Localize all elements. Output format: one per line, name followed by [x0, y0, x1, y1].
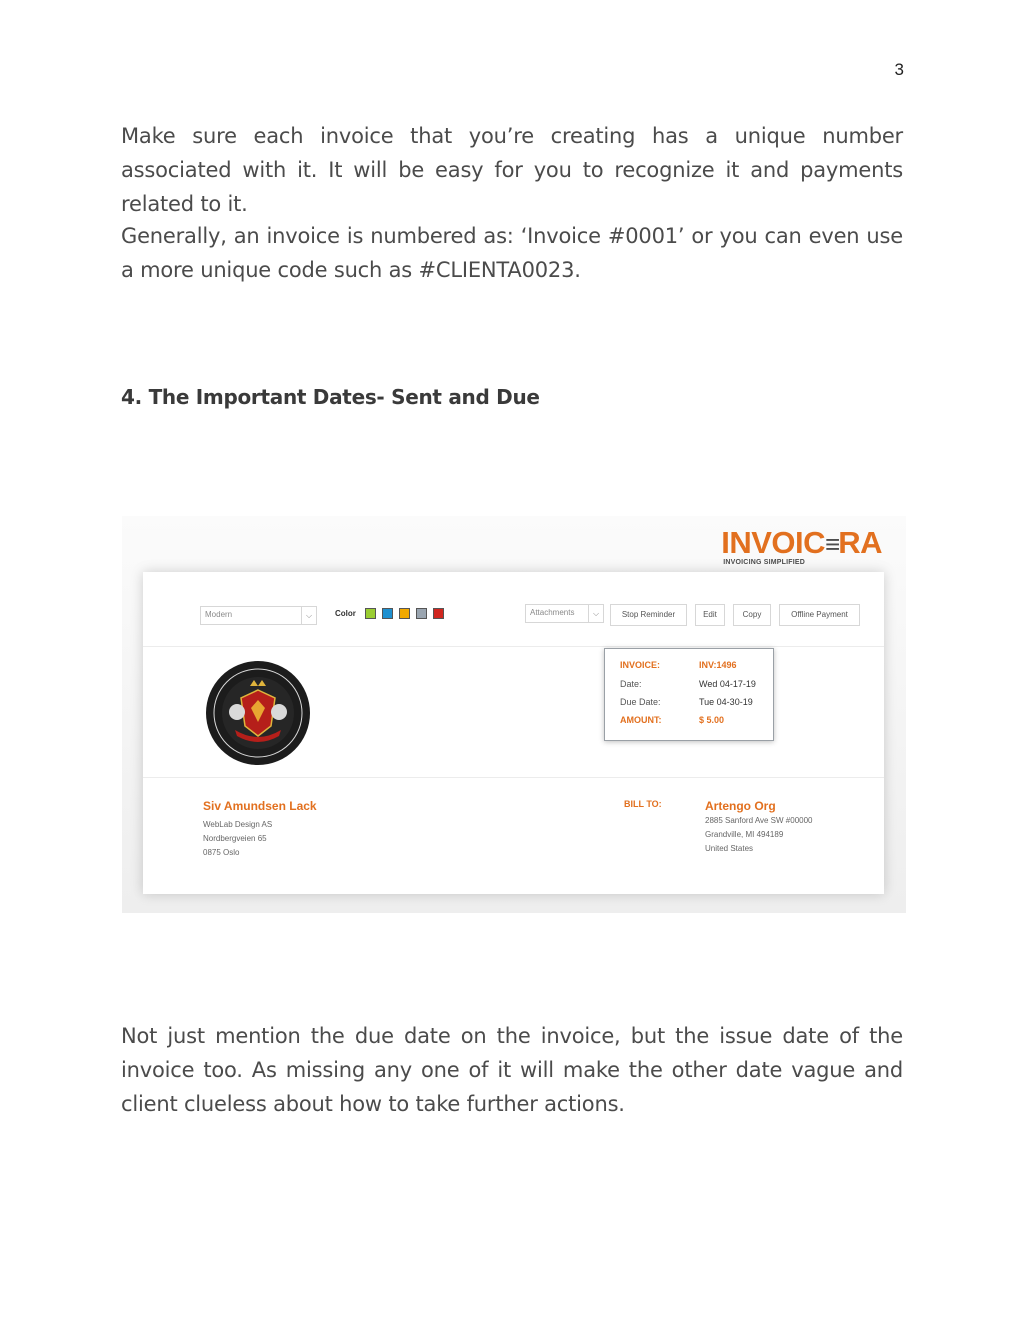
- template-select-value: Modern: [205, 610, 233, 619]
- company-crest-logo: [205, 660, 311, 766]
- meta-amount-row: [620, 715, 724, 725]
- from-address-line: WebLab Design AS: [203, 820, 273, 829]
- amount-value: $ 5.00: [699, 715, 725, 725]
- paragraph-unique-number: Make sure each invoice that you’re creating has a unique number associated with it. It will be easy for you to recognize it and payments related to it.: [121, 124, 903, 216]
- bill-to-label: BILL TO:: [624, 799, 662, 809]
- meta-date-row: [620, 679, 756, 689]
- attachments-label: Attachments: [530, 608, 575, 617]
- from-name: Siv Amundsen Lack: [203, 799, 317, 813]
- section-heading: 4. The Important Dates- Sent and Due: [121, 385, 540, 409]
- color-swatch-green[interactable]: [365, 608, 376, 619]
- invoice-card: [143, 572, 884, 894]
- invoice-meta-box: [604, 648, 774, 741]
- bill-to-address-line: United States: [705, 844, 754, 853]
- brand-logo: [721, 525, 882, 566]
- copy-button[interactable]: Copy: [733, 604, 771, 626]
- from-address-line: Nordbergveien 65: [203, 834, 267, 843]
- brand-grid-icon: ≡: [825, 529, 839, 559]
- paragraph-issue-date: Not just mention the due date on the invoice, but the issue date of the invoice too. As missing any one of it will make the other date vague and client clueless about how to take further actions.: [121, 1024, 903, 1116]
- invoice-number-value: INV:1496: [699, 660, 737, 670]
- bill-to-name: Artengo Org: [705, 799, 776, 813]
- color-label: Color: [335, 609, 356, 618]
- brand-name-part-a: INVOIC: [721, 525, 826, 560]
- color-swatch-orange[interactable]: [399, 608, 410, 619]
- section-divider: [143, 777, 884, 778]
- color-swatch-gray[interactable]: [416, 608, 427, 619]
- chevron-down-icon: ⌵: [301, 607, 316, 624]
- stop-reminder-button[interactable]: Stop Reminder: [610, 604, 687, 626]
- page-number: 3: [894, 60, 904, 79]
- paragraph-numbering-example: Generally, an invoice is numbered as: ‘Invoice #0001’ or you can even use a more unique code such as #CLIENTA0023.: [121, 224, 903, 282]
- edit-button[interactable]: Edit: [695, 604, 725, 626]
- brand-tagline: INVOICING SIMPLIFIED: [723, 559, 806, 566]
- brand-name-part-b: RA: [838, 525, 882, 560]
- template-select[interactable]: [200, 606, 317, 625]
- issue-date-value: Wed 04-17-19: [699, 679, 756, 689]
- due-date-value: Tue 04-30-19: [699, 697, 753, 707]
- offline-payment-button[interactable]: Offline Payment: [779, 604, 860, 626]
- from-address-line: 0875 Oslo: [203, 848, 240, 857]
- meta-due-row: [620, 697, 753, 707]
- due-date-label: Due Date:: [620, 697, 661, 707]
- color-swatch-blue[interactable]: [382, 608, 393, 619]
- invoice-toolbar: [143, 572, 884, 647]
- issue-date-label: Date:: [620, 679, 642, 689]
- chevron-down-icon: ⌵: [588, 605, 603, 622]
- invoice-number-label: INVOICE:: [620, 660, 661, 670]
- amount-label: AMOUNT:: [620, 715, 662, 725]
- invoice-screenshot: [122, 516, 906, 913]
- color-swatch-red[interactable]: [433, 608, 444, 619]
- attachments-select[interactable]: [525, 604, 604, 623]
- bill-to-address-line: 2885 Sanford Ave SW #00000: [705, 816, 813, 825]
- bill-to-address-line: Grandville, MI 494189: [705, 830, 784, 839]
- meta-invoice-row: [620, 660, 737, 670]
